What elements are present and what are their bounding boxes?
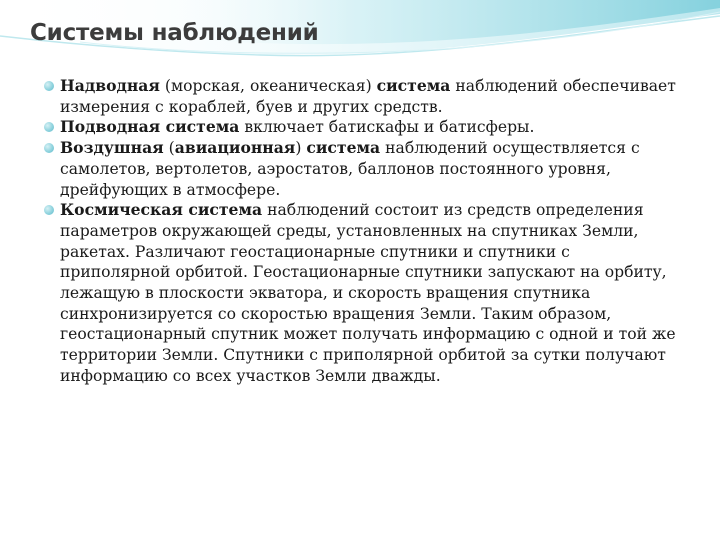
bullet-dot-icon <box>44 81 54 91</box>
bullet-dot-icon <box>44 143 54 153</box>
list-item <box>44 200 684 386</box>
bullet-dot-icon <box>44 122 54 132</box>
list-item <box>44 76 684 117</box>
bullet-text-part: ( <box>163 139 175 158</box>
bullet-text-part: Подводная система <box>60 117 240 137</box>
bullet-text-part: наблюдений осуществляется с самолетов, вертолетов, аэростатов, баллонов постоянного уровня, дрейфующих в атмосфере. <box>60 139 640 199</box>
list-item <box>44 117 684 138</box>
bullet-text-part: включает батискафы и батисферы. <box>239 118 535 137</box>
bullet-text-part: ) <box>295 139 307 158</box>
bullet-text-part: наблюдений обеспечивает измерения с кораблей, буев и других средств. <box>60 77 676 116</box>
bullet-dot-icon <box>44 205 54 215</box>
bullet-text-part: система <box>376 76 451 95</box>
bullet-text-part: Космическая система <box>60 200 263 220</box>
bullet-text-part: (морская, океаническая) <box>159 77 377 95</box>
bullet-text-part: авиационная <box>174 138 296 158</box>
bullet-text-part: система <box>306 138 381 158</box>
bullet-text-part: Воздушная <box>60 138 164 158</box>
slide-title: Системы наблюдений <box>30 20 319 46</box>
bullet-text-part: Надводная <box>60 76 160 95</box>
bullet-list <box>44 76 684 387</box>
bullet-text-part: наблюдений состоит из средств определения параметров окружающей среды, установленных на спутниках Земли, ракетах. Различают геостационарные спутники и спутники с приполярной орбитой. Геостационарные спутники запускают на орбиту, лежащую в плоскости экватора, и скорость вращения спутника синхронизируется со скоростью вращения Земли. Таким образом, геостационарный спутник может получать информацию с одной и той же территории Земли. Спутники с приполярной орбитой за сутки получают информацию со всех участков Земли дважды. <box>60 201 676 385</box>
list-item <box>44 138 684 200</box>
